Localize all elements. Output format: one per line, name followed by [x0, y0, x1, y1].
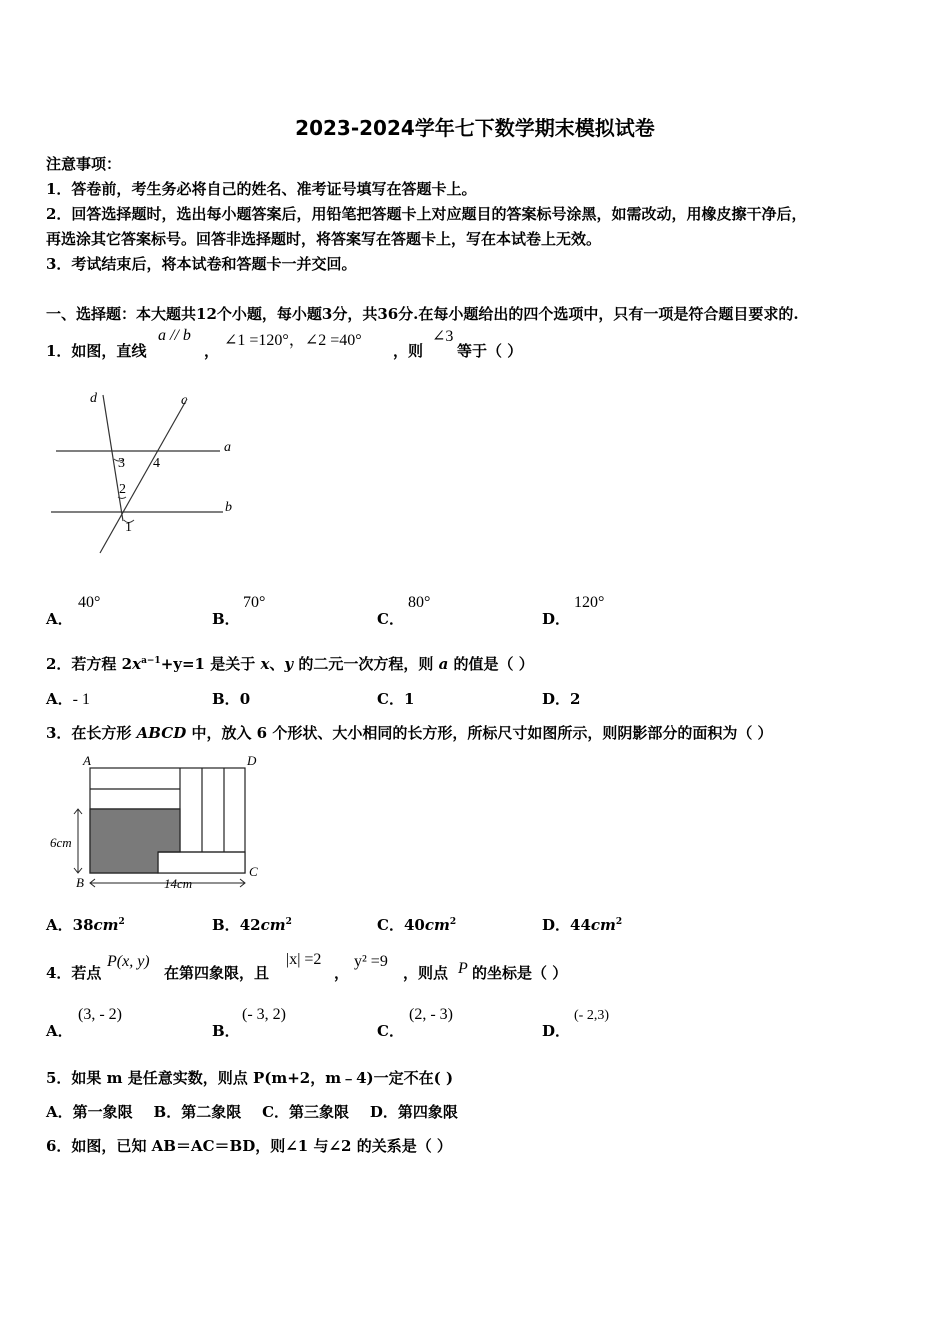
q2-text-1: 2．若方程 2 [46, 655, 133, 673]
q4-text-4: 的坐标是（ ） [472, 964, 568, 982]
q2-option-b: B．0 [212, 690, 251, 708]
label-b: b [225, 500, 232, 515]
q4-option-c-value: (2, - 3) [409, 1006, 453, 1023]
label-height: 6cm [50, 835, 72, 850]
q3-rect-name: ABCD [136, 724, 187, 742]
q6-stem: 6．如图，已知 AB＝AC＝BD，则∠1 与∠2 的关系是（ ） [46, 1137, 452, 1155]
q2-stem [46, 653, 534, 674]
q2-option-d: D．2 [542, 690, 581, 708]
q2-text-3: 、 [269, 655, 285, 673]
q4-sep: ， [334, 964, 350, 982]
q1-suffix: 等于（ ） [457, 342, 523, 360]
q4-option-b-letter: B． [212, 1022, 240, 1040]
q1-target-angle: ∠3 [432, 328, 454, 345]
q4-option-a-value: (3, - 2) [78, 1006, 122, 1023]
q4-point: P(x, y) [107, 953, 150, 970]
label-width: 14cm [164, 876, 193, 891]
label-c: c [181, 393, 188, 408]
q2-var-y: y [284, 655, 294, 673]
q3-option-b: B．$42cm^2$ [212, 916, 292, 934]
notice-line-3: 3．考试结束后，将本试卷和答题卡一并交回。 [46, 255, 357, 273]
q1-option-b-value: 70° [243, 594, 266, 611]
q1-option-c-value: 80° [408, 594, 431, 611]
q4-square-condition: y² =9 [354, 953, 388, 970]
label-D: D [247, 753, 257, 768]
q2-var-x-base: x [132, 655, 142, 673]
q4-option-d-value: (- 2,3) [574, 1008, 609, 1023]
label-angle-2: 2 [119, 482, 126, 497]
label-A: A [83, 753, 91, 768]
label-angle-4: 4 [153, 456, 160, 471]
q2-exponent: a−1 [141, 656, 161, 666]
q1-option-a-letter: A． [46, 610, 73, 628]
q1-sep2: ，则 [393, 342, 424, 360]
q1-option-b-letter: B． [212, 610, 240, 628]
angle-arc-2 [118, 497, 126, 499]
q3-option-a: A．$38cm^2$ [46, 916, 125, 934]
q5-options: A．第一象限 B．第二象限 C．第三象限 D．第四象限 [46, 1103, 458, 1121]
q2-text-2: +y=1 是关于 [160, 655, 261, 673]
label-angle-1: 1 [125, 520, 132, 535]
q4-option-d-letter: D． [542, 1022, 571, 1040]
q2-var-a: a [438, 655, 449, 673]
q4-abs-condition: |x| =2 [286, 951, 322, 968]
section-heading: 一、选择题：本大题共12个小题，每小题3分，共36分.在每小题给出的四个选项中，只有一项是符合题目要求的. [46, 305, 799, 323]
q1-cond-parallel: a // b [158, 327, 191, 344]
notice-heading: 注意事项： [46, 155, 122, 173]
q2-text-5: 的值是（ ） [448, 655, 534, 673]
q3-option-c: C．$40cm^2$ [377, 916, 457, 934]
q1-cond-angles: ∠1 =120°，∠2 =40° [224, 332, 362, 349]
q1-sep1: ， [204, 342, 220, 360]
page-title: 2023-2024学年七下数学期末模拟试卷 [295, 116, 655, 140]
q3-option-d: D．$44cm^2$ [542, 916, 623, 934]
q4-text-1: 4．若点 [46, 964, 102, 982]
q1-option-c-letter: C． [377, 610, 404, 628]
label-C: C [249, 864, 258, 879]
q2-option-c: C．1 [377, 690, 415, 708]
q4-text-3: ，则点 [403, 964, 449, 982]
q1-option-d-letter: D． [542, 610, 571, 628]
notice-line-2b: 再选涂其它答案标号。回答非选择题时，将答案写在答题卡上，写在本试卷上无效。 [46, 230, 602, 248]
q1-option-d-value: 120° [574, 594, 605, 611]
q1-prefix: 1．如图，直线 [46, 342, 147, 360]
q4-option-c-letter: C． [377, 1022, 404, 1040]
q4-option-a-letter: A． [46, 1022, 73, 1040]
label-d: d [90, 391, 97, 406]
q1-option-a-value: 40° [78, 594, 101, 611]
q4-point-p: P [458, 960, 468, 977]
q2-var-x: x [260, 655, 270, 673]
q2-text-4: 的二元一次方程，则 [293, 655, 439, 673]
q5-stem: 5．如果 m 是任意实数，则点 P(m+2，m﹣4)一定不在( ) [46, 1069, 454, 1087]
q4-text-2: 在第四象限，且 [164, 964, 270, 982]
q1-figure [48, 385, 248, 560]
label-a: a [224, 440, 231, 455]
bottom-rectangle [158, 852, 245, 873]
q3-stem [46, 722, 773, 743]
q3-figure [48, 752, 270, 894]
q4-option-b-value: (- 3, 2) [242, 1006, 286, 1023]
notice-line-2a: 2．回答选择题时，选出每小题答案后，用铅笔把答题卡上对应题目的答案标号涂黑，如需改动，用橡皮擦干净后， [46, 205, 807, 223]
q3-text-2: 中，放入 6 个形状、大小相同的长方形，所标尺寸如图所示，则阴影部分的面积为（ ） [186, 724, 773, 742]
notice-line-1: 1．答卷前，考生务必将自己的姓名、准考证号填写在答题卡上。 [46, 180, 477, 198]
q2-option-a: A．- 1 [46, 690, 90, 708]
line-c [100, 399, 187, 553]
label-angle-3: 3 [118, 456, 125, 471]
label-B: B [76, 875, 84, 890]
q3-text-1: 3．在长方形 [46, 724, 137, 742]
